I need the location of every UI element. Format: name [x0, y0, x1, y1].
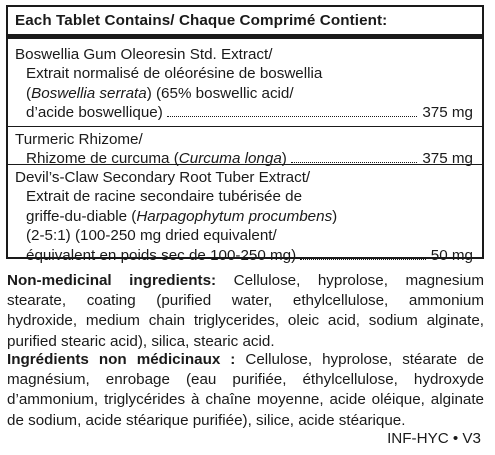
latin-name: Boswellia serrata: [31, 84, 147, 102]
product-code: INF-HYC • V3: [387, 430, 481, 447]
ingredient-latin-line: [15, 207, 473, 226]
ingredient-name-fr: Extrait de racine secondaire tubérisée de: [26, 188, 303, 206]
name-fr-text: Rhizome de curcuma (: [26, 150, 179, 168]
np-line: magnésium, enrobage (eau purifiée, éthylcellulose, hydroxyde: [7, 371, 484, 389]
paren-close: ): [332, 207, 338, 225]
np-text: Cellulose, hyprolose, stéarate de: [235, 351, 484, 368]
np-line: [7, 271, 484, 291]
np-label: Non-medicinal ingredients:: [7, 272, 217, 289]
latin-name: Curcuma longa: [178, 150, 282, 168]
non-medicinal-ingredients-fr: [7, 350, 484, 431]
ingredients-panel: [6, 5, 484, 264]
ingredient-ratio: (2-5:1) (100-250 mg dried equivalent/: [26, 227, 277, 245]
ingredient-amount-line: [15, 149, 473, 168]
paren-close: ): [281, 150, 287, 168]
ingredient-latin-line: [15, 84, 473, 103]
dot-leader: [291, 162, 417, 163]
np-line: [7, 350, 484, 370]
panel-header: Each Tablet Contains/ Chaque Comprimé Contient:: [8, 7, 482, 39]
np-line: de sodium, acide stéarique purifiée), silice, acide stéarique.: [7, 411, 406, 429]
ingredient-name: Turmeric Rhizome/: [15, 131, 143, 148]
latin-name: Harpagophytum procumbens: [136, 207, 333, 225]
dot-leader: [167, 116, 418, 117]
np-label: Ingrédients non médicinaux :: [7, 351, 236, 368]
ingredient-name: Devil’s-Claw Secondary Root Tuber Extract/: [15, 169, 311, 186]
np-line: d’ammonium, triglycérides à chaîne moyenne, acide oléique, alginate: [7, 391, 484, 409]
np-text: Cellulose, hyprolose, magnesium: [216, 272, 484, 289]
np-line: purified stearic acid), silica, stearic acid.: [7, 332, 275, 350]
ingredient-standardization: ) (65% boswellic acid/: [146, 84, 294, 102]
ingredient-amount: 375 mg: [422, 104, 473, 122]
row-divider: [8, 126, 482, 127]
ingredient-name-fr: [26, 149, 287, 168]
ingredient-equivalent-fr: équivalent en poids sec de 100-250 mg): [26, 246, 297, 264]
paren-open: (: [26, 84, 32, 102]
name-fr-text: griffe-du-diable (: [26, 207, 137, 225]
ingredient-turmeric: [15, 130, 473, 169]
ingredient-name: Boswellia Gum Oleoresin Std. Extract/: [15, 46, 273, 63]
ingredient-amount-line: [15, 246, 473, 265]
ingredient-devils-claw: [15, 168, 473, 265]
ingredient-amount-line: [15, 103, 473, 122]
dot-leader: [300, 259, 426, 260]
np-line: stearate, coating (purified water, ethylcellulose, ammonium: [7, 292, 484, 310]
ingredient-amount: 50 mg: [430, 246, 473, 264]
ingredient-amount: 375 mg: [422, 150, 473, 168]
non-medicinal-ingredients-en: [7, 271, 484, 352]
ingredient-boswellia: [15, 45, 473, 123]
np-line: hydroxide, medium chain triglycerides, oleic acid, sodium alginate,: [7, 312, 484, 330]
ingredient-name-fr: Extrait normalisé de oléorésine de boswellia: [26, 65, 323, 83]
ingredient-standardization-fr: d’acide boswellique): [26, 104, 163, 122]
